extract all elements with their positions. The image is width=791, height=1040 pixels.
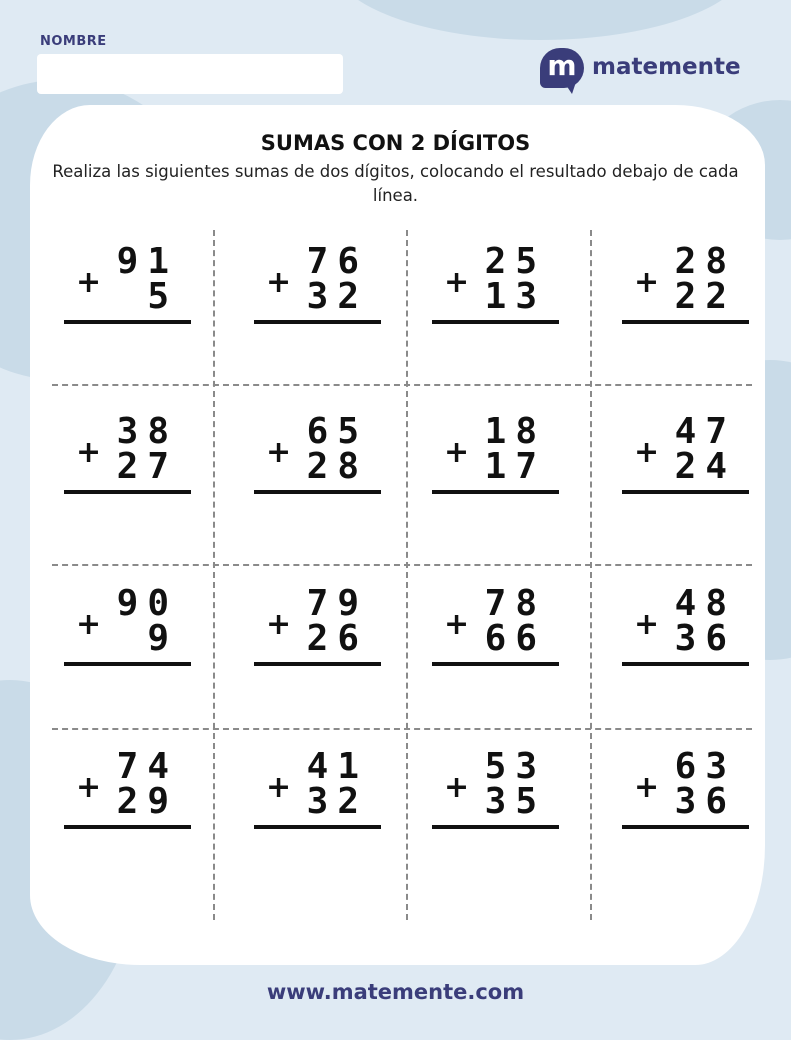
answer-line	[254, 320, 381, 324]
addition-problem	[254, 583, 386, 678]
addition-problem	[64, 583, 196, 678]
addend-bottom: 36	[674, 618, 736, 659]
addend-top: 41	[306, 746, 368, 787]
addition-problem	[432, 583, 564, 678]
addition-problem	[432, 241, 564, 336]
addend-top: 25	[484, 241, 546, 282]
answer-line	[64, 320, 191, 324]
addend-top: 90	[116, 583, 178, 624]
worksheet-title: SUMAS CON 2 DÍGITOS	[260, 131, 531, 155]
addition-problem	[254, 241, 386, 336]
plus-sign: +	[634, 607, 660, 642]
answer-line	[622, 320, 749, 324]
answer-line	[622, 825, 749, 829]
addend-top: 38	[116, 411, 178, 452]
answer-line	[64, 490, 191, 494]
plus-sign: +	[266, 435, 292, 470]
addend-top: 91	[116, 241, 178, 282]
brand-name: matemente	[592, 54, 741, 80]
plus-sign: +	[444, 265, 470, 300]
answer-line	[432, 825, 559, 829]
addend-bottom: 28	[306, 446, 368, 487]
addend-top: 65	[306, 411, 368, 452]
addend-top: 79	[306, 583, 368, 624]
addend-top: 63	[674, 746, 736, 787]
column-divider	[590, 230, 592, 920]
addend-top: 28	[674, 241, 736, 282]
addend-bottom: 35	[484, 781, 546, 822]
plus-sign: +	[444, 607, 470, 642]
answer-line	[64, 662, 191, 666]
answer-line	[622, 662, 749, 666]
addend-bottom: 9	[147, 618, 178, 659]
plus-sign: +	[444, 770, 470, 805]
addend-bottom: 26	[306, 618, 368, 659]
plus-sign: +	[266, 770, 292, 805]
name-label: NOMBRE	[40, 34, 107, 49]
worksheet-instructions: Realiza las siguientes sumas de dos dígitos, colocando el resultado debajo de cada línea.	[52, 162, 739, 205]
addition-problem	[64, 241, 196, 336]
addend-bottom: 22	[674, 276, 736, 317]
addition-problem	[64, 411, 196, 506]
answer-line	[432, 320, 559, 324]
plus-sign: +	[634, 770, 660, 805]
answer-line	[254, 825, 381, 829]
answer-line	[254, 662, 381, 666]
addition-problem	[622, 746, 754, 841]
plus-sign: +	[634, 435, 660, 470]
addition-problem	[622, 241, 754, 336]
addend-top: 76	[306, 241, 368, 282]
addition-problem	[254, 746, 386, 841]
addend-bottom: 29	[116, 781, 178, 822]
plus-sign: +	[266, 607, 292, 642]
addition-problem	[64, 746, 196, 841]
column-divider	[406, 230, 408, 920]
addend-bottom: 32	[306, 781, 368, 822]
plus-sign: +	[76, 607, 102, 642]
addend-top: 18	[484, 411, 546, 452]
addend-bottom: 17	[484, 446, 546, 487]
row-divider	[52, 564, 752, 566]
addend-bottom: 24	[674, 446, 736, 487]
addend-bottom: 27	[116, 446, 178, 487]
plus-sign: +	[634, 265, 660, 300]
plus-sign: +	[76, 265, 102, 300]
footer-url: www.matemente.com	[266, 980, 525, 1004]
plus-sign: +	[76, 770, 102, 805]
addition-problem	[432, 746, 564, 841]
addend-top: 78	[484, 583, 546, 624]
addend-top: 47	[674, 411, 736, 452]
plus-sign: +	[266, 265, 292, 300]
column-divider	[213, 230, 215, 920]
answer-line	[432, 662, 559, 666]
addend-top: 48	[674, 583, 736, 624]
addend-top: 53	[484, 746, 546, 787]
addition-problem	[254, 411, 386, 506]
addend-bottom: 13	[484, 276, 546, 317]
brand-logo-icon: m	[540, 48, 584, 88]
addition-problem	[432, 411, 564, 506]
answer-line	[254, 490, 381, 494]
addend-bottom: 66	[484, 618, 546, 659]
addition-problem	[622, 583, 754, 678]
addend-bottom: 32	[306, 276, 368, 317]
answer-line	[622, 490, 749, 494]
addend-bottom: 36	[674, 781, 736, 822]
answer-line	[432, 490, 559, 494]
addition-problem	[622, 411, 754, 506]
addend-top: 74	[116, 746, 178, 787]
row-divider	[52, 728, 752, 730]
answer-line	[64, 825, 191, 829]
row-divider	[52, 384, 752, 386]
addend-bottom: 5	[147, 276, 178, 317]
plus-sign: +	[444, 435, 470, 470]
plus-sign: +	[76, 435, 102, 470]
